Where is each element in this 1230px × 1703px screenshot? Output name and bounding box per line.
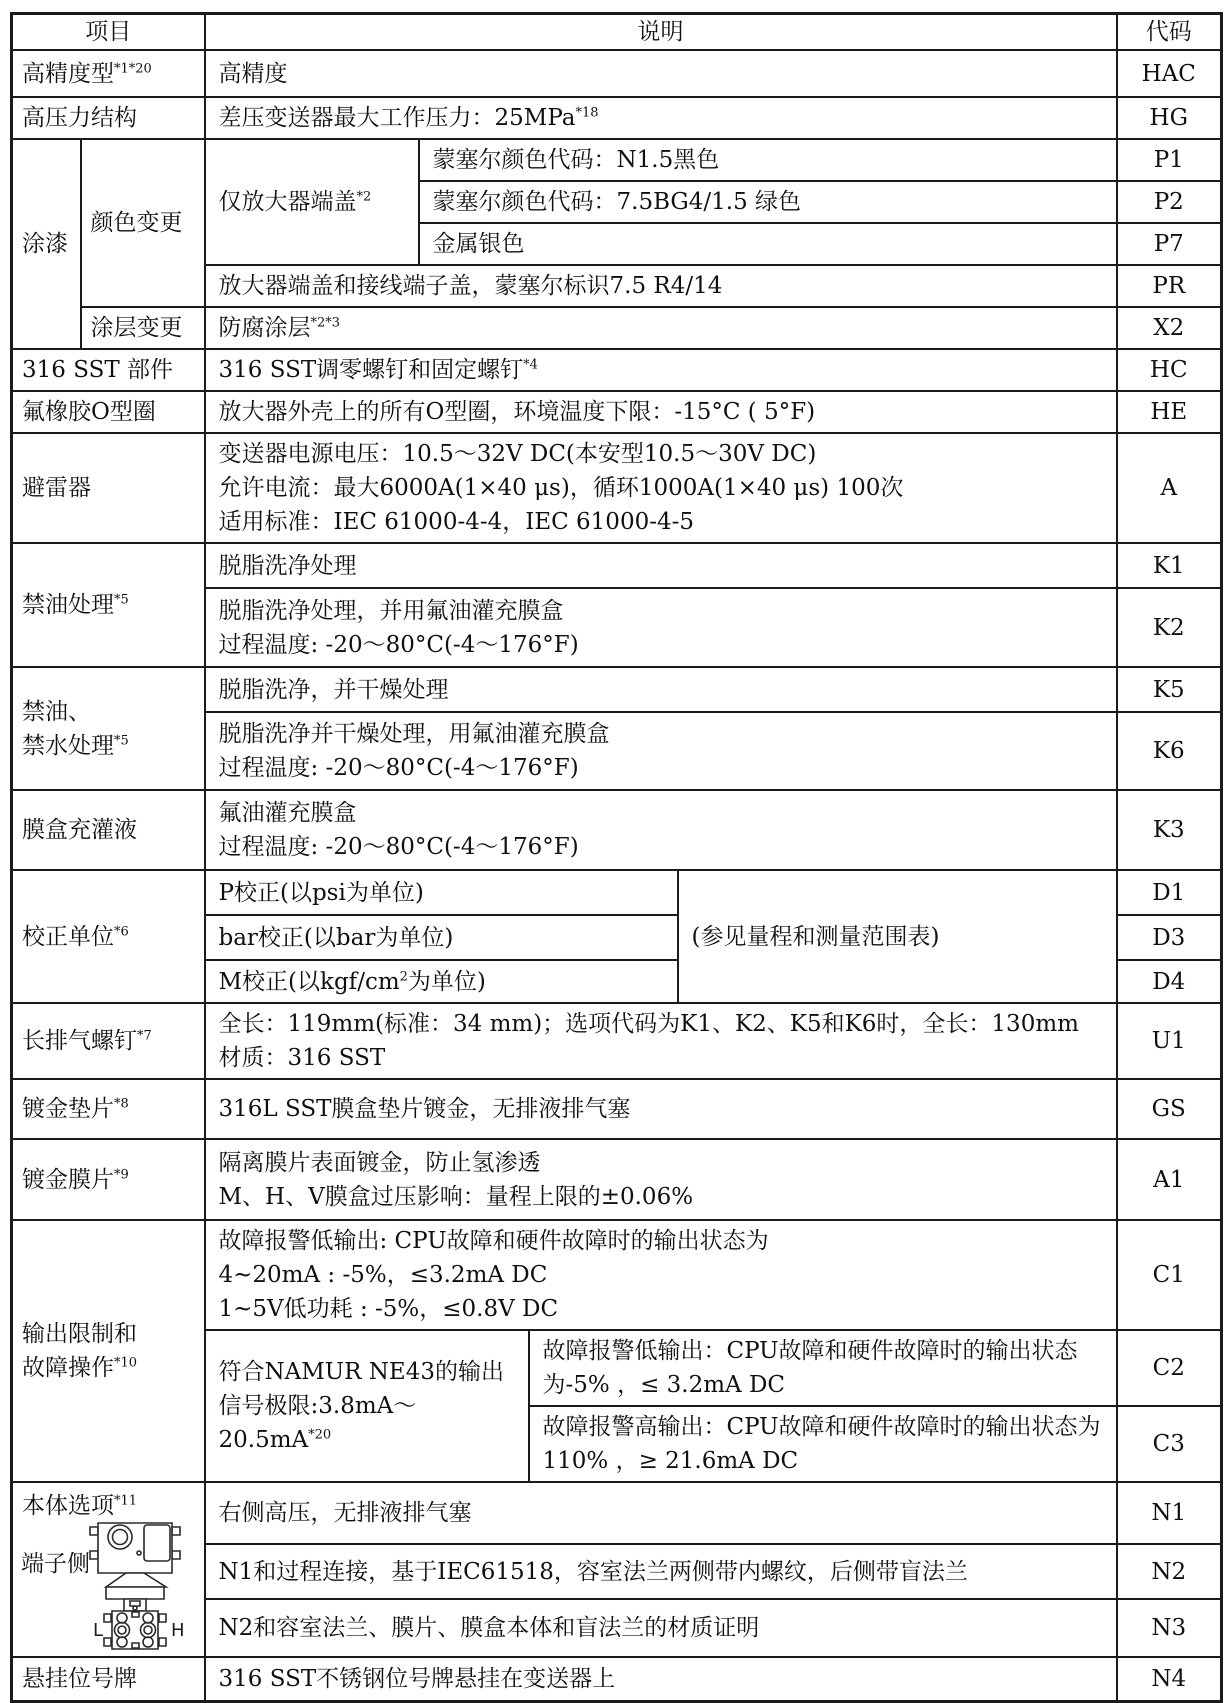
k5-description: 脱脂洗净，并干燥处理 (205, 667, 1117, 712)
a1-description: 隔离膜片表面镀金，防止氢渗透 M、H、V膜盒过压影响：量程上限的±0.06% (205, 1139, 1117, 1220)
calibration-unit-item: 校正单位$^{*6}$ (12, 870, 205, 1003)
he-description: 放大器外壳上的所有O型圈，环境温度下限：-15°C ( 5°F) (205, 391, 1117, 433)
hg-code: HG (1117, 97, 1222, 139)
u1-item: 长排气螺钉$^{*7}$ (12, 1003, 205, 1079)
k6-code: K6 (1117, 712, 1222, 790)
footnote-marker: *11 (114, 1493, 138, 1509)
pr-code: PR (1117, 265, 1222, 307)
k1-description: 脱脂洗净处理 (205, 543, 1117, 588)
d1-description: P校正(以psi为单位) (205, 870, 678, 915)
gs-code: GS (1117, 1079, 1222, 1139)
row-a (12, 433, 1222, 543)
row-k1 (12, 543, 1222, 588)
p1-description: 蒙塞尔颜色代码：N1.5黑色 (419, 139, 1117, 181)
header-code: 代码 (1117, 14, 1222, 51)
table-header-row (12, 14, 1222, 51)
a-item: 避雷器 (12, 433, 205, 543)
x2-code: X2 (1117, 307, 1222, 349)
footnote-marker: *7 (137, 1028, 152, 1044)
he-item: 氟橡胶O型圈 (12, 391, 205, 433)
row-hac (12, 50, 1222, 97)
hg-description: 差压变送器最大工作压力：25MPa$^{*18}$ (205, 97, 1117, 139)
footnote-marker: *20 (308, 1427, 332, 1443)
n4-item: 悬挂位号牌 (12, 1657, 205, 1701)
oil-water-free-item: 禁油、 禁水处理$^{*5}$ (12, 667, 205, 790)
row-c1 (12, 1220, 1222, 1330)
row-hc (12, 349, 1222, 391)
c1-description: 故障报警低输出: CPU故障和硬件故障时的输出状态为 4~20mA : -5%，≤3.2mA DC 1~5V低功耗 : -5%，≤0.8V DC (205, 1220, 1117, 1330)
p7-code: P7 (1117, 223, 1222, 265)
footnote-marker: *5 (114, 592, 129, 608)
oil-free-item: 禁油处理$^{*5}$ (12, 543, 205, 667)
row-u1 (12, 1003, 1222, 1079)
hac-description: 高精度 (205, 50, 1117, 97)
p2-description: 蒙塞尔颜色代码：7.5BG4/1.5 绿色 (419, 181, 1117, 223)
x2-description: 防腐涂层$^{*2*3}$ (205, 307, 1117, 349)
namur-limit-cell: 符合NAMUR NE43的输出 信号极限$:3.8mA\sim 20.5mA^{*20}$ (205, 1330, 529, 1482)
p7-description: 金属银色 (419, 223, 1117, 265)
n3-code: N3 (1117, 1599, 1222, 1657)
footnote-marker: *6 (114, 923, 129, 939)
a1-item: 镀金膜片$^{*9}$ (12, 1139, 205, 1220)
d4-description: M校正(以kgf/$cm^2$为单位) (205, 960, 678, 1003)
output-limit-item: 输出限制和 故障操作$^{*10}$ (12, 1220, 205, 1482)
k3-description: 氟油灌充膜盒 过程温度: -20～80°C(-4～176°F) (205, 790, 1117, 870)
a-description: 变送器电源电压：10.5～32V DC(本安型10.5～30V DC) 允许电流：最大6000A(1×40 μs)，循环1000A(1×40 μs) 100次 适用标准：IEC 61000-4-4，IEC 61000-4-5 (205, 433, 1117, 543)
footnote-marker: *18 (575, 105, 599, 121)
gs-description: 316L SST膜盒垫片镀金，无排液排气塞 (205, 1079, 1117, 1139)
row-d1 (12, 870, 1222, 915)
coating-change-item: 涂层变更 (81, 307, 205, 349)
d3-description: bar校正(以bar为单位) (205, 915, 678, 960)
c2-description: 故障报警低输出：CPU故障和硬件故障时的输出状态为-5% ，≤ 3.2mA DC (529, 1330, 1117, 1406)
terminal-side-label: 端子侧 (21, 1551, 90, 1577)
low-side-label: L (93, 1620, 104, 1641)
k5-code: K5 (1117, 667, 1222, 712)
n1-code: N1 (1117, 1482, 1222, 1544)
hc-description: 316 SST调零螺钉和固定螺钉$^{*4}$ (205, 349, 1117, 391)
n4-description: 316 SST不锈钢位号牌悬挂在变送器上 (205, 1657, 1117, 1701)
n2-code: N2 (1117, 1544, 1222, 1599)
k3-code: K3 (1117, 790, 1222, 870)
calibration-range-note: (参见量程和测量范围表) (678, 870, 1117, 1003)
footnote-marker: *4 (523, 357, 538, 373)
color-change-item: 颜色变更 (81, 139, 205, 307)
superscript-2: 2 (399, 968, 408, 984)
header-item: 项目 (12, 14, 205, 51)
amp-cover-item: 仅放大器端盖$^{*2}$ (205, 139, 419, 265)
n1-description: 右侧高压，无排液排气塞 (205, 1482, 1117, 1544)
footnote-marker: *2 (356, 189, 372, 205)
a-code: A (1117, 433, 1222, 543)
row-gs (12, 1079, 1222, 1139)
row-p1 (12, 139, 1222, 181)
u1-description: 全长：119mm(标准：34 mm)；选项代码为K1、K2、K5和K6时，全长：130mm 材质：316 SST (205, 1003, 1117, 1079)
footnote-marker: *1*20 (114, 60, 152, 76)
gs-item: 镀金垫片$^{*8}$ (12, 1079, 205, 1139)
row-he (12, 391, 1222, 433)
n2-description: N1和过程连接，基于IEC61518，容室法兰两侧带内螺纹，后侧带盲法兰 (205, 1544, 1117, 1599)
pr-description: 放大器端盖和接线端子盖，蒙塞尔标识7.5 R4/14 (205, 265, 1117, 307)
u1-code: U1 (1117, 1003, 1222, 1079)
k6-description: 脱脂洗净并干燥处理，用氟油灌充膜盒 过程温度: -20～80°C(-4～176°F) (205, 712, 1117, 790)
row-n1 (12, 1482, 1222, 1544)
d4-code: D4 (1117, 960, 1222, 1003)
p2-code: P2 (1117, 181, 1222, 223)
he-code: HE (1117, 391, 1222, 433)
hc-code: HC (1117, 349, 1222, 391)
k2-description: 脱脂洗净处理，并用氟油灌充膜盒 过程温度: -20～80°C(-4～176°F) (205, 588, 1117, 667)
k2-code: K2 (1117, 588, 1222, 667)
d3-code: D3 (1117, 915, 1222, 960)
hac-code: HAC (1117, 50, 1222, 97)
k3-item: 膜盒充灌液 (12, 790, 205, 870)
p1-code: P1 (1117, 139, 1222, 181)
hg-item: 高压力结构 (12, 97, 205, 139)
row-k5 (12, 667, 1222, 712)
paint-group-item: 涂漆 (12, 139, 81, 349)
row-hg (12, 97, 1222, 139)
hc-item: 316 SST 部件 (12, 349, 205, 391)
c2-code: C2 (1117, 1330, 1222, 1406)
transmitter-drawing (71, 1519, 201, 1653)
row-x2 (12, 307, 1222, 349)
d1-code: D1 (1117, 870, 1222, 915)
high-side-label: H (171, 1620, 185, 1641)
c3-description: 故障报警高输出：CPU故障和硬件故障时的输出状态为110% ，≥ 21.6mA DC (529, 1406, 1117, 1482)
footnote-marker: *9 (114, 1166, 129, 1182)
body-option-item: 本体选项$^{*11}$ 端子侧 L H (12, 1482, 205, 1657)
row-a1 (12, 1139, 1222, 1220)
a1-code: A1 (1117, 1139, 1222, 1220)
c3-code: C3 (1117, 1406, 1222, 1482)
footnote-marker: *2*3 (310, 315, 341, 331)
n3-description: N2和容室法兰、膜片、膜盒本体和盲法兰的材质证明 (205, 1599, 1117, 1657)
row-n4 (12, 1657, 1222, 1701)
row-k3 (12, 790, 1222, 870)
footnote-marker: *5 (114, 732, 129, 748)
k1-code: K1 (1117, 543, 1222, 588)
option-spec-table (10, 12, 1223, 1703)
n4-code: N4 (1117, 1657, 1222, 1701)
header-description: 说明 (205, 14, 1117, 51)
c1-code: C1 (1117, 1220, 1222, 1330)
hac-item: 高精度型$^{*1*20}$ (12, 50, 205, 97)
footnote-marker: *8 (114, 1096, 129, 1112)
footnote-marker: *10 (114, 1355, 138, 1371)
